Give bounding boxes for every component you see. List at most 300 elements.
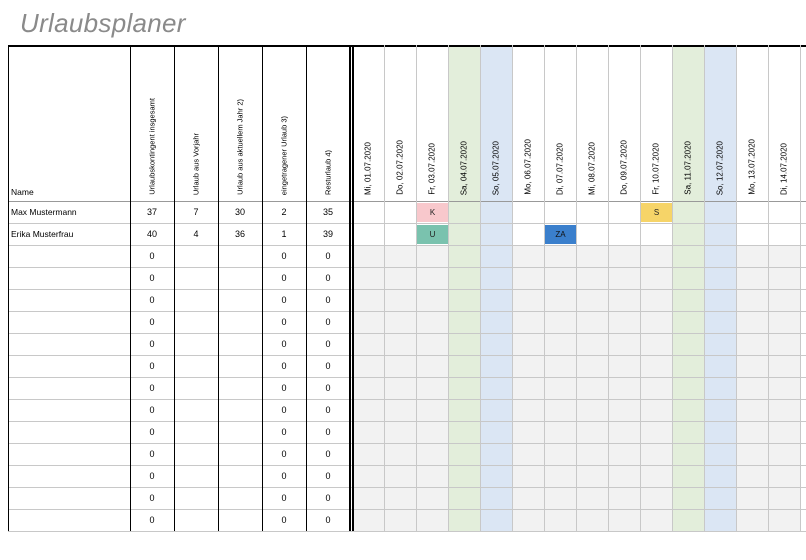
day-cell[interactable] (704, 421, 736, 443)
value-cell[interactable]: 0 (281, 471, 287, 481)
value-cell[interactable]: 1 (281, 229, 287, 239)
value-cell[interactable]: 0 (325, 361, 331, 371)
day-cell[interactable] (480, 289, 512, 311)
day-cell[interactable] (448, 487, 480, 509)
value-cell[interactable]: 4 (193, 229, 199, 239)
day-cell[interactable] (416, 443, 448, 465)
value-cell[interactable]: 30 (234, 207, 245, 217)
day-cell[interactable] (640, 267, 672, 289)
day-cell[interactable] (704, 509, 736, 531)
value-cell[interactable]: 0 (325, 493, 331, 503)
value-cell[interactable]: 2 (281, 207, 287, 217)
value-cell[interactable]: 0 (149, 295, 155, 305)
day-cell[interactable] (576, 223, 608, 245)
day-cell[interactable] (416, 333, 448, 355)
value-cell[interactable]: 0 (149, 361, 155, 371)
day-cell[interactable] (384, 421, 416, 443)
day-cell[interactable] (736, 399, 768, 421)
absence-entry[interactable]: U (417, 225, 448, 244)
day-cell[interactable] (704, 487, 736, 509)
value-cell[interactable]: 0 (281, 361, 287, 371)
day-cell[interactable] (640, 509, 672, 531)
day-cell[interactable] (352, 223, 384, 245)
day-cell[interactable] (576, 465, 608, 487)
day-cell[interactable] (640, 333, 672, 355)
day-cell[interactable] (384, 289, 416, 311)
day-cell[interactable] (576, 399, 608, 421)
employee-name-cell[interactable] (8, 267, 130, 289)
day-cell[interactable] (512, 399, 544, 421)
day-cell[interactable] (384, 377, 416, 399)
day-cell[interactable] (704, 223, 736, 245)
employee-name-cell[interactable] (8, 399, 130, 421)
day-cell[interactable] (352, 421, 384, 443)
day-cell[interactable] (768, 311, 800, 333)
day-cell[interactable] (512, 333, 544, 355)
day-cell[interactable] (416, 355, 448, 377)
value-cell[interactable] (218, 377, 262, 399)
value-cell[interactable]: 0 (281, 273, 287, 283)
day-cell[interactable] (640, 443, 672, 465)
day-cell[interactable] (352, 465, 384, 487)
day-cell[interactable] (736, 487, 768, 509)
value-cell[interactable] (174, 245, 218, 267)
value-cell[interactable]: 0 (149, 273, 155, 283)
day-cell[interactable] (448, 399, 480, 421)
day-cell[interactable] (608, 267, 640, 289)
day-cell[interactable] (736, 421, 768, 443)
value-cell[interactable] (218, 267, 262, 289)
value-cell[interactable]: 0 (325, 295, 331, 305)
employee-name-cell[interactable]: Erika Musterfrau (11, 229, 74, 239)
value-cell[interactable]: 0 (149, 493, 155, 503)
day-cell[interactable] (448, 421, 480, 443)
day-cell[interactable] (544, 465, 576, 487)
day-cell[interactable] (704, 443, 736, 465)
day-cell[interactable] (608, 443, 640, 465)
day-cell[interactable] (384, 509, 416, 531)
day-cell[interactable] (384, 487, 416, 509)
day-cell[interactable] (640, 355, 672, 377)
value-cell[interactable]: 0 (325, 471, 331, 481)
value-cell[interactable]: 0 (149, 339, 155, 349)
day-cell[interactable] (672, 267, 704, 289)
day-cell[interactable] (480, 443, 512, 465)
day-cell[interactable] (384, 443, 416, 465)
day-cell[interactable] (736, 311, 768, 333)
day-cell[interactable] (576, 311, 608, 333)
day-cell[interactable] (608, 399, 640, 421)
value-cell[interactable]: 0 (281, 383, 287, 393)
employee-name-cell[interactable] (8, 311, 130, 333)
value-cell[interactable] (218, 289, 262, 311)
day-cell[interactable] (672, 487, 704, 509)
day-cell[interactable] (544, 421, 576, 443)
value-cell[interactable]: 0 (149, 515, 155, 525)
day-cell[interactable] (736, 465, 768, 487)
day-cell[interactable] (352, 399, 384, 421)
value-cell[interactable] (174, 487, 218, 509)
day-cell[interactable] (384, 399, 416, 421)
day-cell[interactable] (416, 377, 448, 399)
day-cell[interactable] (608, 487, 640, 509)
employee-name-cell[interactable] (8, 333, 130, 355)
day-cell[interactable] (448, 245, 480, 267)
day-cell[interactable] (704, 355, 736, 377)
employee-name-cell[interactable] (8, 465, 130, 487)
value-cell[interactable] (174, 443, 218, 465)
day-cell[interactable] (544, 267, 576, 289)
day-cell[interactable] (544, 377, 576, 399)
employee-name-cell[interactable]: Max Mustermann (11, 207, 77, 217)
day-cell[interactable] (416, 267, 448, 289)
value-cell[interactable] (218, 443, 262, 465)
day-cell[interactable] (352, 267, 384, 289)
day-cell[interactable] (544, 509, 576, 531)
day-cell[interactable] (512, 509, 544, 531)
value-cell[interactable]: 0 (149, 383, 155, 393)
day-cell[interactable] (672, 289, 704, 311)
day-cell[interactable] (672, 355, 704, 377)
value-cell[interactable] (218, 465, 262, 487)
day-cell[interactable] (416, 487, 448, 509)
value-cell[interactable]: 0 (325, 383, 331, 393)
day-cell[interactable] (448, 267, 480, 289)
value-cell[interactable]: 0 (325, 339, 331, 349)
value-cell[interactable] (174, 377, 218, 399)
day-cell[interactable] (448, 465, 480, 487)
day-cell[interactable] (544, 355, 576, 377)
day-cell[interactable] (768, 355, 800, 377)
day-cell[interactable] (608, 201, 640, 223)
day-cell[interactable] (480, 487, 512, 509)
value-cell[interactable]: 0 (325, 427, 331, 437)
day-cell[interactable] (608, 509, 640, 531)
value-cell[interactable]: 35 (322, 207, 333, 217)
day-cell[interactable] (416, 311, 448, 333)
day-cell[interactable] (736, 223, 768, 245)
day-cell[interactable] (512, 465, 544, 487)
value-cell[interactable] (174, 333, 218, 355)
employee-name-cell[interactable] (8, 377, 130, 399)
day-cell[interactable] (736, 355, 768, 377)
employee-name-cell[interactable] (8, 443, 130, 465)
absence-entry[interactable]: S (641, 203, 672, 222)
day-cell[interactable] (352, 245, 384, 267)
day-cell[interactable] (480, 245, 512, 267)
day-cell[interactable] (672, 399, 704, 421)
day-cell[interactable] (704, 311, 736, 333)
value-cell[interactable]: 0 (325, 317, 331, 327)
day-cell[interactable] (512, 443, 544, 465)
day-cell[interactable] (352, 509, 384, 531)
day-cell[interactable] (352, 443, 384, 465)
employee-name-cell[interactable] (8, 355, 130, 377)
day-cell[interactable] (768, 223, 800, 245)
day-cell[interactable] (608, 311, 640, 333)
day-cell[interactable] (448, 355, 480, 377)
day-cell[interactable] (672, 421, 704, 443)
day-cell[interactable] (736, 245, 768, 267)
day-cell[interactable] (480, 465, 512, 487)
day-cell[interactable] (736, 377, 768, 399)
value-cell[interactable] (218, 311, 262, 333)
day-cell[interactable] (512, 245, 544, 267)
day-cell[interactable] (672, 443, 704, 465)
day-cell[interactable] (512, 487, 544, 509)
day-cell[interactable] (448, 443, 480, 465)
value-cell[interactable]: 0 (325, 251, 331, 261)
day-cell[interactable] (640, 245, 672, 267)
value-cell[interactable] (174, 355, 218, 377)
day-cell[interactable] (608, 465, 640, 487)
day-cell[interactable] (512, 201, 544, 223)
day-cell[interactable] (480, 223, 512, 245)
day-cell[interactable] (672, 311, 704, 333)
day-cell[interactable] (736, 509, 768, 531)
day-cell[interactable] (768, 377, 800, 399)
day-cell[interactable] (736, 201, 768, 223)
value-cell[interactable] (218, 399, 262, 421)
day-cell[interactable] (640, 289, 672, 311)
value-cell[interactable]: 0 (325, 449, 331, 459)
day-cell[interactable] (576, 355, 608, 377)
value-cell[interactable] (218, 245, 262, 267)
day-cell[interactable] (416, 245, 448, 267)
day-cell[interactable] (384, 465, 416, 487)
day-cell[interactable] (704, 377, 736, 399)
day-cell[interactable] (768, 333, 800, 355)
day-cell[interactable] (608, 333, 640, 355)
day-cell[interactable] (608, 223, 640, 245)
day-cell[interactable] (768, 245, 800, 267)
value-cell[interactable]: 0 (281, 317, 287, 327)
value-cell[interactable] (174, 289, 218, 311)
day-cell[interactable] (384, 201, 416, 223)
day-cell[interactable] (576, 245, 608, 267)
day-cell[interactable] (416, 421, 448, 443)
value-cell[interactable]: 0 (281, 251, 287, 261)
value-cell[interactable] (174, 311, 218, 333)
value-cell[interactable]: 39 (322, 229, 333, 239)
day-cell[interactable] (672, 201, 704, 223)
value-cell[interactable]: 0 (281, 515, 287, 525)
value-cell[interactable] (218, 333, 262, 355)
day-cell[interactable] (672, 223, 704, 245)
value-cell[interactable] (174, 399, 218, 421)
day-cell[interactable] (512, 289, 544, 311)
value-cell[interactable] (218, 421, 262, 443)
value-cell[interactable]: 0 (149, 317, 155, 327)
value-cell[interactable]: 0 (149, 427, 155, 437)
day-cell[interactable] (704, 267, 736, 289)
value-cell[interactable]: 0 (325, 515, 331, 525)
absence-entry[interactable]: ZA (545, 225, 576, 244)
day-cell[interactable] (640, 465, 672, 487)
day-cell[interactable] (352, 355, 384, 377)
value-cell[interactable]: 0 (281, 427, 287, 437)
day-cell[interactable] (480, 399, 512, 421)
day-cell[interactable] (576, 289, 608, 311)
day-cell[interactable] (768, 399, 800, 421)
value-cell[interactable]: 0 (325, 273, 331, 283)
day-cell[interactable] (576, 333, 608, 355)
day-cell[interactable] (768, 267, 800, 289)
day-cell[interactable] (704, 201, 736, 223)
value-cell[interactable]: 0 (281, 493, 287, 503)
day-cell[interactable] (608, 421, 640, 443)
day-cell[interactable] (576, 487, 608, 509)
value-cell[interactable]: 0 (149, 251, 155, 261)
day-cell[interactable] (768, 487, 800, 509)
day-cell[interactable] (704, 289, 736, 311)
day-cell[interactable] (640, 399, 672, 421)
day-cell[interactable] (384, 223, 416, 245)
day-cell[interactable] (512, 421, 544, 443)
day-cell[interactable] (736, 443, 768, 465)
day-cell[interactable] (352, 311, 384, 333)
day-cell[interactable] (736, 333, 768, 355)
day-cell[interactable] (352, 377, 384, 399)
day-cell[interactable] (384, 311, 416, 333)
day-cell[interactable] (768, 421, 800, 443)
day-cell[interactable] (416, 289, 448, 311)
day-cell[interactable] (672, 333, 704, 355)
day-cell[interactable] (640, 487, 672, 509)
day-cell[interactable] (608, 355, 640, 377)
day-cell[interactable] (544, 311, 576, 333)
value-cell[interactable]: 36 (234, 229, 245, 239)
day-cell[interactable] (480, 355, 512, 377)
day-cell[interactable] (480, 311, 512, 333)
day-cell[interactable] (480, 509, 512, 531)
day-cell[interactable] (736, 267, 768, 289)
day-cell[interactable] (512, 311, 544, 333)
day-cell[interactable] (608, 377, 640, 399)
value-cell[interactable] (218, 509, 262, 531)
employee-name-cell[interactable] (8, 509, 130, 531)
day-cell[interactable] (512, 377, 544, 399)
value-cell[interactable]: 40 (146, 229, 157, 239)
value-cell[interactable]: 37 (146, 207, 157, 217)
day-cell[interactable] (352, 333, 384, 355)
day-cell[interactable] (512, 223, 544, 245)
day-cell[interactable] (576, 443, 608, 465)
day-cell[interactable] (448, 201, 480, 223)
day-cell[interactable] (672, 377, 704, 399)
day-cell[interactable] (448, 333, 480, 355)
day-cell[interactable] (480, 421, 512, 443)
day-cell[interactable] (768, 443, 800, 465)
day-cell[interactable] (512, 355, 544, 377)
employee-name-cell[interactable] (8, 487, 130, 509)
value-cell[interactable] (174, 509, 218, 531)
day-cell[interactable] (768, 465, 800, 487)
day-cell[interactable] (704, 399, 736, 421)
day-cell[interactable] (672, 245, 704, 267)
day-cell[interactable] (448, 377, 480, 399)
day-cell[interactable] (672, 509, 704, 531)
value-cell[interactable]: 0 (281, 339, 287, 349)
day-cell[interactable] (576, 509, 608, 531)
day-cell[interactable] (544, 399, 576, 421)
employee-name-cell[interactable] (8, 245, 130, 267)
value-cell[interactable] (174, 267, 218, 289)
day-cell[interactable] (544, 289, 576, 311)
day-cell[interactable] (448, 289, 480, 311)
value-cell[interactable]: 0 (149, 471, 155, 481)
day-cell[interactable] (416, 509, 448, 531)
day-cell[interactable] (640, 421, 672, 443)
day-cell[interactable] (448, 223, 480, 245)
day-cell[interactable] (640, 377, 672, 399)
day-cell[interactable] (640, 223, 672, 245)
day-cell[interactable] (352, 201, 384, 223)
value-cell[interactable]: 0 (281, 405, 287, 415)
value-cell[interactable]: 0 (281, 295, 287, 305)
value-cell[interactable]: 0 (325, 405, 331, 415)
value-cell[interactable] (174, 421, 218, 443)
day-cell[interactable] (384, 333, 416, 355)
day-cell[interactable] (608, 289, 640, 311)
day-cell[interactable] (480, 267, 512, 289)
employee-name-cell[interactable] (8, 289, 130, 311)
day-cell[interactable] (544, 333, 576, 355)
day-cell[interactable] (544, 245, 576, 267)
day-cell[interactable] (576, 201, 608, 223)
value-cell[interactable]: 0 (281, 449, 287, 459)
day-cell[interactable] (352, 487, 384, 509)
day-cell[interactable] (736, 289, 768, 311)
day-cell[interactable] (384, 267, 416, 289)
day-cell[interactable] (576, 267, 608, 289)
day-cell[interactable] (544, 443, 576, 465)
day-cell[interactable] (352, 289, 384, 311)
day-cell[interactable] (576, 421, 608, 443)
value-cell[interactable] (218, 487, 262, 509)
day-cell[interactable] (448, 509, 480, 531)
day-cell[interactable] (704, 465, 736, 487)
day-cell[interactable] (480, 333, 512, 355)
day-cell[interactable] (544, 487, 576, 509)
day-cell[interactable] (448, 311, 480, 333)
value-cell[interactable]: 0 (149, 449, 155, 459)
value-cell[interactable]: 7 (193, 207, 199, 217)
day-cell[interactable] (480, 377, 512, 399)
value-cell[interactable] (174, 465, 218, 487)
day-cell[interactable] (384, 355, 416, 377)
absence-entry[interactable]: K (417, 203, 448, 222)
day-cell[interactable] (768, 509, 800, 531)
day-cell[interactable] (672, 465, 704, 487)
day-cell[interactable] (704, 333, 736, 355)
day-cell[interactable] (512, 267, 544, 289)
day-cell[interactable] (608, 245, 640, 267)
day-cell[interactable] (480, 201, 512, 223)
day-cell[interactable] (768, 289, 800, 311)
day-cell[interactable] (384, 245, 416, 267)
day-cell[interactable] (704, 245, 736, 267)
employee-name-cell[interactable] (8, 421, 130, 443)
day-cell[interactable] (544, 201, 576, 223)
value-cell[interactable]: 0 (149, 405, 155, 415)
day-cell[interactable] (416, 399, 448, 421)
day-cell[interactable] (576, 377, 608, 399)
value-cell[interactable] (218, 355, 262, 377)
day-cell[interactable] (768, 201, 800, 223)
day-cell[interactable] (416, 465, 448, 487)
day-cell[interactable] (640, 311, 672, 333)
